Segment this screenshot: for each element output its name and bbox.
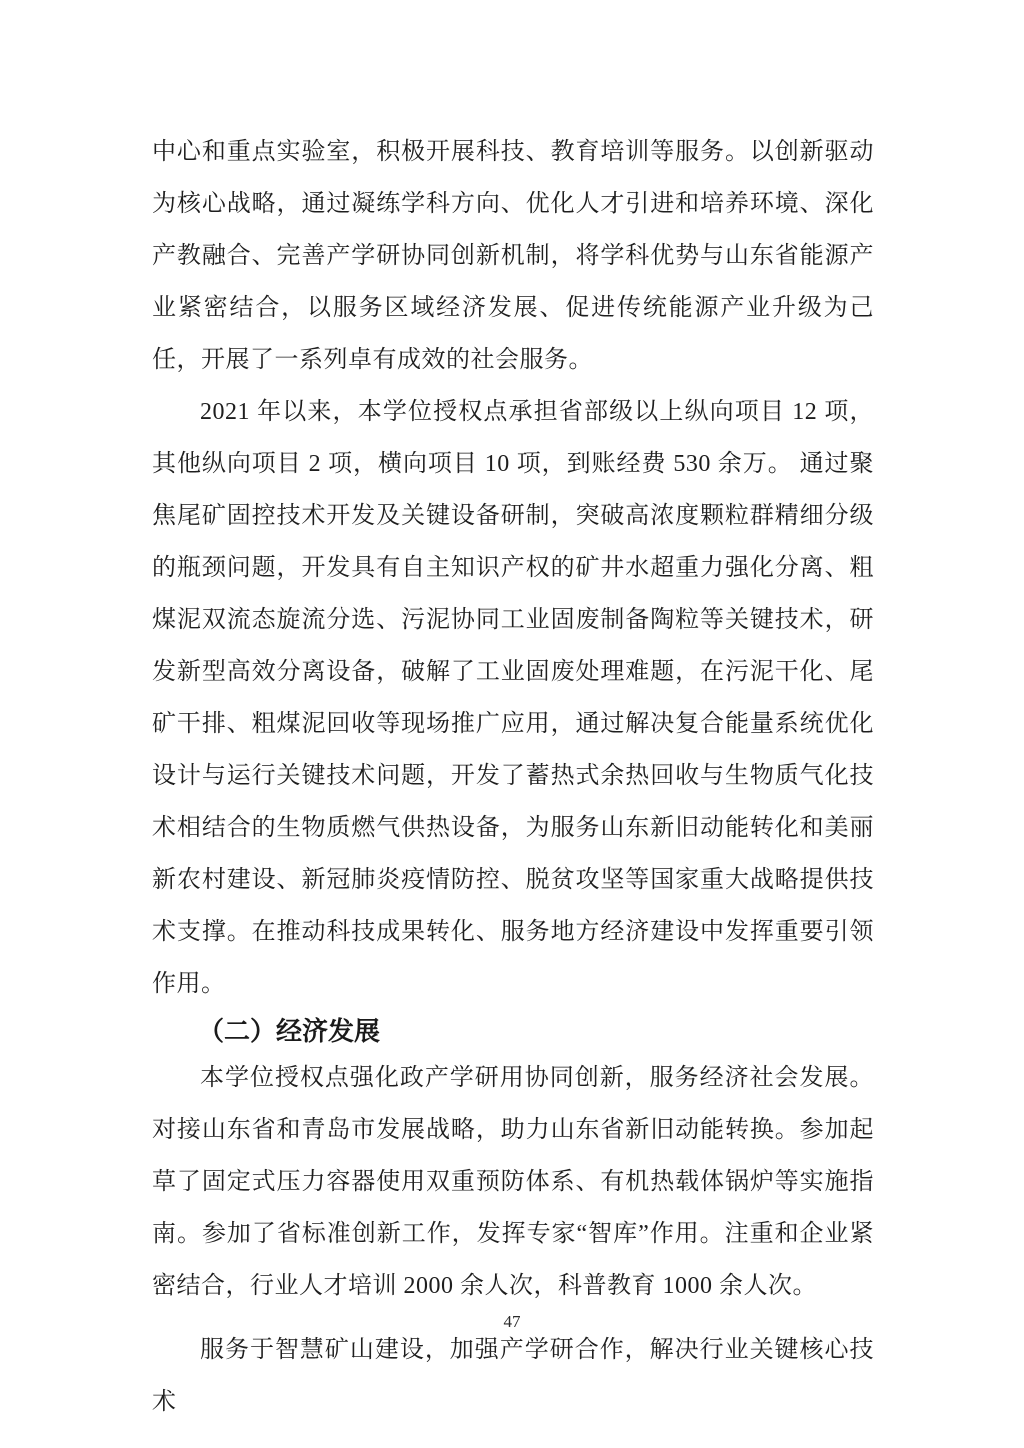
section-heading-economic-development: （二）经济发展 bbox=[198, 1017, 381, 1046]
paragraph-research-projects: 2021 年以来，本学位授权点承担省部级以上纵向项目 12 项，其他纵向项目 2 项，横向项目 10 项，到账经费 530 余万。 通过聚焦尾矿固控技术开发及关键设备研制，突破高浓度颗粒群精细分级的瓶颈问题，开发具有自主知识产权的矿井水超重力强化分离、粗煤泥双流态旋流分选、污泥协同工业固废制备陶粒等关键技术，研发新型高效分离设备，破解了工业固废处理难题，在污泥干化、尾矿干排、粗煤泥回收等现场推广应用，通过解决复合能量系统优化设计与运行关键技术问题，开发了蓄热式余热回收与生物质气化技术相结合的生物质燃气供热设备，为服务山东新旧动能转化和美丽新农村建设、新冠肺炎疫情防控、脱贫攻坚等国家重大战略提供技术支撑。在推动科技成果转化、服务地方经济建设中发挥重要引领作用。 bbox=[152, 399, 874, 997]
paragraph-smart-mine: 服务于智慧矿山建设，加强产学研合作，解决行业关键核心技术 bbox=[152, 1337, 874, 1415]
paragraph-social-service: 中心和重点实验室，积极开展科技、教育培训等服务。以创新驱动为核心战略，通过凝练学科方向、优化人才引进和培养环境、深化产教融合、完善产学研协同创新机制，将学科优势与山东省能源产业紧密结合，以服务区域经济发展、促进传统能源产业升级为己任，开展了一系列卓有成效的社会服务。 bbox=[152, 139, 874, 373]
paragraph-economic-development: 本学位授权点强化政产学研用协同创新，服务经济社会发展。对接山东省和青岛市发展战略，助力山东省新旧动能转换。参加起草了固定式压力容器使用双重预防体系、有机热载体锅炉等实施指南。参加了省标准创新工作，发挥专家“智库”作用。注重和企业紧密结合，行业人才培训 2000 余人次，科普教育 1000 余人次。 bbox=[152, 1065, 874, 1299]
page-number: 47 bbox=[503, 1312, 521, 1331]
page-content bbox=[152, 126, 874, 1428]
